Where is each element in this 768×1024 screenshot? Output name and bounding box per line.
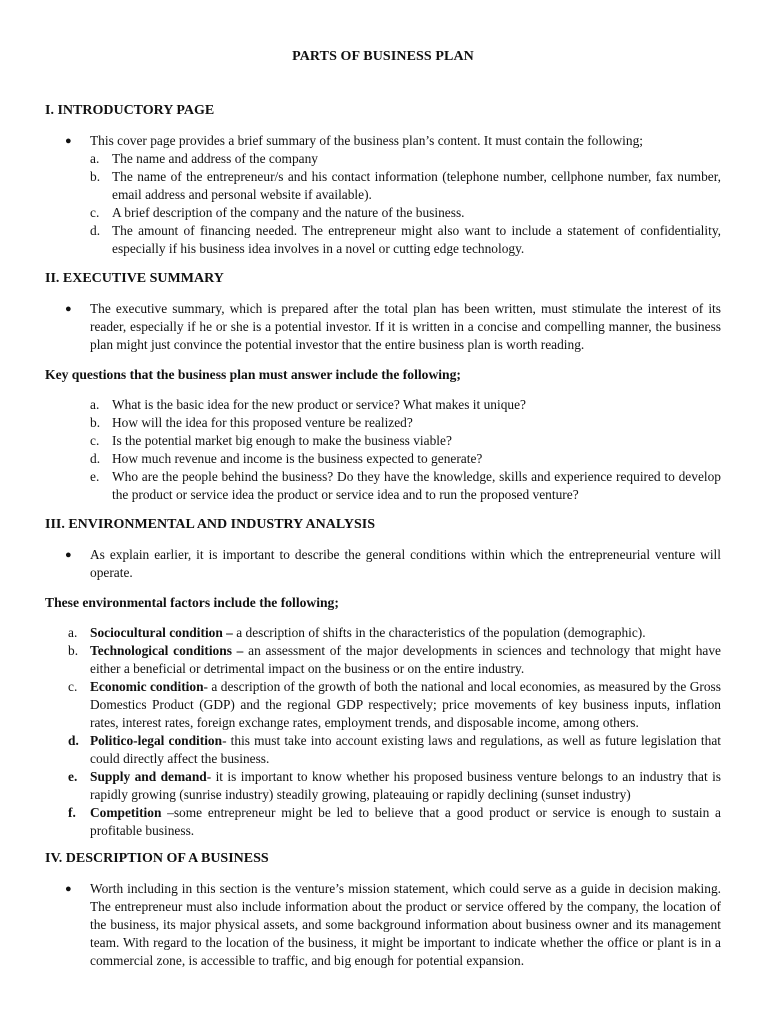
list-marker: d. <box>68 733 79 748</box>
list-item-text <box>90 678 721 732</box>
definition: an assessment of the major developments in sciences and technology that might have either a beneficial or detrimental impact on the business or on the entire industry. <box>90 643 721 676</box>
list-item <box>45 468 721 504</box>
section-heading-intro: I. INTRODUCTORY PAGE <box>45 103 215 118</box>
bullet-icon: ● <box>65 883 72 895</box>
definition: - a description of the growth of both the national and local economies, as measured by the Gross Domestics Product (GDP) and the regional GDP respectively; price movements of key business inputs, inflation rates, interest rates, foreign exchange rates, employment trends, and disposable income, among others. <box>90 679 721 730</box>
list-item <box>45 450 721 468</box>
list-marker: b. <box>90 169 101 184</box>
list-item-text <box>90 732 721 768</box>
term: Technological conditions – <box>90 643 244 658</box>
exec-list <box>45 396 721 504</box>
list-marker: a. <box>68 625 78 640</box>
list-item-text <box>90 768 721 804</box>
section-heading-env: III. ENVIRONMENTAL AND INDUSTRY ANALYSIS <box>45 517 376 532</box>
definition: –some entrepreneur might be led to believe that a good product or service is enough to sustain a profitable business. <box>90 805 721 838</box>
list-marker: e. <box>68 769 78 784</box>
list-marker: c. <box>90 205 100 220</box>
env-list <box>45 624 721 840</box>
list-item-text <box>90 624 721 642</box>
list-marker: c. <box>90 433 100 448</box>
list-item-text <box>90 642 721 678</box>
term: Economic condition <box>90 679 204 694</box>
term: Politico-legal condition <box>90 733 223 748</box>
list-item-text: Who are the people behind the business? Do they have the knowledge, skills and experience required to develop the product or service idea the product or service idea and to run the proposed venture? <box>112 469 721 502</box>
list-marker: a. <box>90 151 100 166</box>
list-item-text: The amount of financing needed. The entrepreneur might also want to include a statement of confidentiality, especially if his business idea involves in a novel or cutting edge technology. <box>112 223 721 256</box>
definition: - it is important to know whether his proposed business venture belongs to an industry that is rapidly growing (sunrise industry) steadily growing, plateauing or rapidly declining (sunset industry) <box>90 769 722 802</box>
section-heading-exec: II. EXECUTIVE SUMMARY <box>45 271 224 286</box>
section-heading-desc: IV. DESCRIPTION OF A BUSINESS <box>45 851 269 866</box>
list-marker: a. <box>90 397 100 412</box>
term: Supply and demand <box>90 769 207 784</box>
list-item-text: The name and address of the company <box>112 151 318 166</box>
intro-list <box>45 150 721 258</box>
list-item <box>45 204 721 222</box>
list-item <box>45 414 721 432</box>
term: Sociocultural condition – <box>90 625 233 640</box>
list-item <box>45 732 721 768</box>
list-item <box>45 642 721 678</box>
list-item-text: How will the idea for this proposed venture be realized? <box>112 415 413 430</box>
term: Competition <box>90 805 162 820</box>
bullet-paragraph-env <box>45 546 721 582</box>
list-item <box>45 222 721 258</box>
document-title: PARTS OF BUSINESS PLAN <box>292 49 474 64</box>
list-marker: d. <box>90 451 101 466</box>
bullet-paragraph-exec <box>45 300 721 354</box>
bullet-icon: ● <box>65 303 72 315</box>
list-marker: f. <box>68 805 76 820</box>
list-item-text <box>90 804 721 840</box>
list-item <box>45 678 721 732</box>
list-item-text: Is the potential market big enough to make the business viable? <box>112 433 452 448</box>
list-item-text: How much revenue and income is the business expected to generate? <box>112 451 483 466</box>
definition: - this must take into account existing laws and regulations, as well as future legislation that could directly affect the business. <box>90 733 721 766</box>
list-marker: c. <box>68 679 78 694</box>
list-marker: b. <box>68 643 79 658</box>
bullet-icon: ● <box>65 135 72 147</box>
bullet-icon: ● <box>65 549 72 561</box>
bullet-paragraph-intro <box>45 132 721 150</box>
list-item <box>45 624 721 642</box>
list-item <box>45 768 721 804</box>
list-marker: b. <box>90 415 101 430</box>
subheading-env-factors: These environmental factors include the following; <box>45 595 339 610</box>
list-item <box>45 432 721 450</box>
bullet-paragraph-desc <box>45 880 721 970</box>
bullet-text: As explain earlier, it is important to describe the general conditions within which the entrepreneurial venture will operate. <box>90 547 721 580</box>
list-item <box>45 396 721 414</box>
list-marker: e. <box>90 469 100 484</box>
list-item <box>45 168 721 204</box>
list-item <box>45 804 721 840</box>
bullet-text: Worth including in this section is the venture’s mission statement, which could serve as a guide in decision making. The entrepreneur must also include information about the product or service offered by the company, the location of the business, its major physical assets, and some background information about business owner and its management team. With regard to the location of the business, it might be important to indicate whether the office or plant is in a commercial zone, is accessible to traffic, and big enough for potential expansion. <box>90 881 721 968</box>
bullet-text: This cover page provides a brief summary of the business plan’s content. It must contain the following; <box>90 133 643 148</box>
subheading-key-questions: Key questions that the business plan must answer include the following; <box>45 367 461 382</box>
definition: a description of shifts in the characteristics of the population (demographic). <box>232 625 646 640</box>
bullet-text: The executive summary, which is prepared after the total plan has been written, must stimulate the interest of its reader, especially if he or she is a potential investor. If it is written in a concise and compelling manner, the business plan might just convince the potential investor that the entire business plan is worth reading. <box>90 301 721 352</box>
list-item <box>45 150 721 168</box>
list-item-text: What is the basic idea for the new product or service? What makes it unique? <box>112 397 526 412</box>
list-item-text: A brief description of the company and the nature of the business. <box>112 205 465 220</box>
list-item-text: The name of the entrepreneur/s and his contact information (telephone number, cellphone number, fax number, email address and personal website if available). <box>112 169 721 202</box>
list-marker: d. <box>90 223 101 238</box>
